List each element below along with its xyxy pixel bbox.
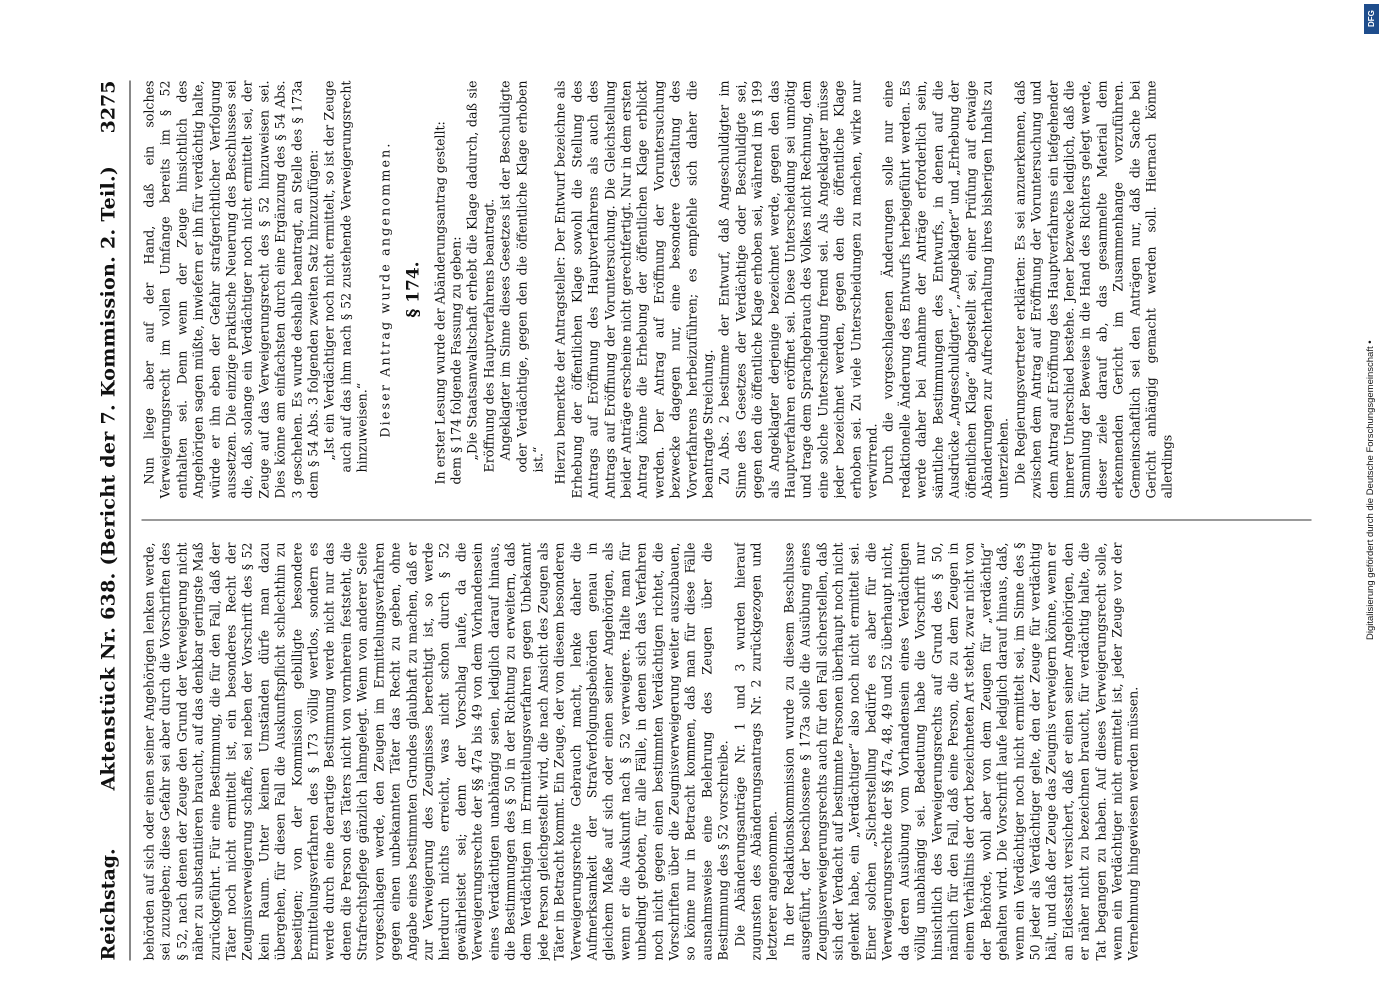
header-left: Reichstag. xyxy=(97,848,120,961)
header-title: Aktenstück Nr. 638. (Bericht der 7. Kommission. 2. Teil.) xyxy=(97,165,120,791)
paragraph: dem § 174 folgende Fassung zu geben: xyxy=(448,236,464,485)
paragraph: Durch die vorgeschlagenen Änderungen solle nur eine redaktionelle Änderung des Entwurfs herbeigeführt werden. Es werde daher bei Annahme der Anträge erforderlich sein, sämtliche Bestimmungen des Entwurfs, in denen auf die Ausdrücke „Angeschuldigter“, „Angeklagter“ und „Erhebung der öffentlichen Klage“ abgestellt sei, einer Prüfung auf etwaige Abänderungen zur Aufrechterhaltung ihres bisherigen Inhalts zu unterziehen. xyxy=(880,80,1011,499)
paragraph: In erster Lesung wurde der Abänderungsantrag gestellt: xyxy=(432,121,447,485)
quoted-text: „Die Staatsanwaltschaft erhebt die Klage dadurch, daß sie Eröffnung des Hauptverfahrens beantragt. xyxy=(464,80,497,473)
right-column xyxy=(142,81,1322,499)
paragraph: In der Redaktionskommission wurde zu diesem Beschlusse ausgeführt, der beschlossene § 173a solle die Ausübung eines Zeugnisverweigerungsrechts auch für den Fall sicherstellen, daß sich der Verdacht auf bestimmte Personen überhaupt noch nicht gelenkt habe, ein „Verdächtiger“ also noch nicht ermittelt sei. Einer solchen „Sicherstellung bedürfe es aber für die Verweigerungsrechte der §§ 47a, 48, 49 und 52 überhaupt nicht, da deren Ausübung vom Vorhandensein eines Verdächtigen völlig unabhängig sei. Bedeutung habe die Vorschrift nur hinsichtlich des Verweigerungsrechts auf Grund des § 50, nämlich für den Fall, daß eine Person, die zu dem Zeugen in einem Verhältnis der dort bezeichneten Art steht, zwar nicht von der Behörde, wohl aber von dem Zeugen für „verdächtig“ gehalten wird. Die Vorschrift laufe lediglich darauf hinaus, daß, wenn ein Verdächtiger noch nicht ermittelt sei, im Sinne des § 50 jeder als Verdächtiger gelte, den der Zeuge für verdächtig hält, und daß der Zeuge das Zeugnis verweigern könne, wenn er an Eidesstatt versichert, daß er einen seiner Angehörigen, den er näher nicht zu bezeichnen braucht, für verdächtig halte, die Tat begangen zu haben. Auf dieses Verweigerungsrecht solle, wenn ein Verdächtiger nicht ermittelt ist, jeder Zeuge vor der Vernehmung hingewiesen werden müssen. xyxy=(781,542,1141,961)
section-heading: § 174. xyxy=(403,261,424,318)
quoted-text: „Ist ein Verdächtiger noch nicht ermittelt, so ist der Zeuge auch auf das ihm nach § 52 zustehende Verweigerungsrecht hinzuweisen.“ xyxy=(321,80,370,473)
digitization-note-strip xyxy=(1359,0,1383,1000)
page-content xyxy=(90,81,1330,961)
paragraph: Zu Abs. 2 bestimme der Entwurf, daß Angeschuldigter im Sinne des Gesetzes der Verdächtige oder Beschuldigte sei, gegen den die öffentliche Klage erhoben sei, während im § 199 als Angeklagter derjenige bezeichnet werde, gegen den das Hauptverfahren eröffnet sei. Diese Unterscheidung sei unnötig und trage dem Sprachgebrauch des Volkes nicht Rechnung, dem eine solche Unterscheidung fremd sei. Als Angeklagter müsse jeder bezeichnet werden, gegen den die öffentliche Klage erhoben sei. Zu viele Unterscheidungen zu machen, wirke nur verwirrend. xyxy=(716,80,880,499)
left-column xyxy=(142,543,1322,961)
quoted-text: Angeklagter im Sinne dieses Gesetzes ist der Beschuldigte oder Verdächtige, gegen den die öffentliche Klage erhoben ist.“ xyxy=(497,80,546,473)
paragraph: behörden auf sich oder einen seiner Angehörigen lenken werde, sei zuzugeben; diese Gefahr sei aber durch die Vorschriften des § 52, nach denen der Zeuge den Grund der Verweigerung nicht näher zu substantiieren braucht, auf das denkbar geringste Maß zurückgeführt. Für eine Bestimmung, die für den Fall, daß der Täter noch nicht ermittelt ist, ein besonderes Recht der Zeugnisverweigerung schaffe, sei neben der Vorschrift des § 52 kein Raum. Unter keinen Umständen dürfe man dazu übergehen, für diesen Fall die Auskunftspflicht schlechthin zu beseitigen; von der Kommission gebilligte besondere Ermittelungsverfahren des § 173 völlig wertlos, sondern es werde durch eine derartige Bestimmung werde nicht nur das denen die Person des Täters nicht von vornherein feststeht, die Strafrechtspflege gänzlich lahmgelegt. Wenn von anderer Seite vorgeschlagen werde, den Zeugen im Ermittelungsverfahren gegen einen unbekannten Täter das Recht zu geben, ohne Angabe eines bestimmten Grundes glaubhaft zu machen, daß er zur Verweigerung des Zeugnisses berechtigt ist, so werde hierdurch nichts erreicht, was nicht schon durch § 52 gewährleistet sei; denn der Vorschlag laufe, da die Verweigerungsrechte der §§ 47a bis 49 von dem Vorhandensein eines Verdächtigen unabhängig seien, lediglich darauf hinaus, die Bestimmungen des § 50 in der Richtung zu erweitern, daß dem Verdächtigen im Ermittelungsverfahren gegen Unbekannt jede Person gleichgestellt wird, die nach Ansicht des Zeugen als Täter in Betracht kommt. Ein Zeuge, der von diesem besonderen Verweigerungsrechte Gebrauch macht, lenke daher die Aufmerksamkeit der Strafverfolgungsbehörden genau in gleichem Maße auf sich oder einen seiner Angehörigen, als wenn er die Auskunft nach § 52 verweigere. Halte man für unbedingt geboten, für alle Fälle, in denen sich das Verfahren noch nicht gegen einen bestimmten Verdächtigen richtet, die Vorschriften über die Zeugnisverweigerung weiter auszubauen, so könne nur in Betracht kommen, daß man für diese Fälle ausnahmsweise eine Belehrung des Zeugen über die Bestimmung des § 52 vorschreibe. xyxy=(141,542,731,961)
rotated-document-page xyxy=(0,1,1383,1001)
dfg-logo: DFG xyxy=(1364,4,1379,34)
paragraph: Hierzu bemerkte der Antragsteller: Der Entwurf bezeichne als Erhebung der öffentlichen Klage sowohl die Stellung des Antrags auf Eröffnung des Hauptverfahrens als auch des Antrags auf Eröffnung der Voruntersuchung. Die Gleichstellung beider Anträge erscheine nicht gerechtfertigt. Nur in dem ersten Antrag könne die Erhebung der öffentlichen Klage erblickt werden. Der Antrag auf Eröffnung der Voruntersuchung bezwecke dagegen nur, eine besondere Gestaltung des Vorverfahrens herbeizuführen; es empfehle sich daher die beantragte Streichung. xyxy=(552,80,716,499)
paragraph: Die Regierungsvertreter erklärten: Es sei anzuerkennen, daß zwischen dem Antrag auf Eröffnung der Voruntersuchung und dem Antrag auf Eröffnung des Hauptverfahrens ein tiefgehender innerer Unterschied bestehe. Jener bezwecke lediglich, daß die Sammlung der Beweise in die Hand des Richters gelegt werde, dieser ziele darauf ab, das gesammelte Material dem erkennenden Gericht im Zusammenhange vorzuführen. Gemeinschaftlich sei den Anträgen nur, daß die Sache bei Gericht anhängig gemacht werden soll. Hiernach könne allerdings xyxy=(1012,80,1175,499)
resolution-text: Dieser Antrag wurde angenommen. xyxy=(377,141,393,438)
page-number: 3275 xyxy=(97,80,120,134)
digitization-note: Digitalisierung gefördert durch die Deutsche Forschungsgemeinschaft • xyxy=(1365,340,1376,640)
paragraph: Die Abänderungsanträge Nr. 1 und 3 wurden hierauf zugunsten des Abänderungsantrags Nr. 2 zurückgezogen und letzterer angenommen. xyxy=(732,542,780,961)
paragraph: Nun liege aber auf der Hand, daß ein solches Verweigerungsrecht im vollen Umfange bereits im § 52 enthalten sei. Denn wenn der Zeuge hinsichtlich des Angehörigen sagen müßte, inwiefern er ihn für verdächtig halte, würde er ihn eben der Gefahr strafgerichtlicher Verfolgung aussetzen. Die einzige praktische Neuerung des Beschlusses sei die, daß, solange ein Verdächtiger noch nicht ermittelt sei, der Zeuge auf das Verweigerungsrecht des § 52 hinzuweisen sei. Dies könne am einfachsten durch eine Ergänzung des § 54 Abs. 3 geschehen. Es wurde deshalb beantragt, an Stelle des § 173a dem § 54 Abs. 3 folgenden zweiten Satz hinzuzufügen: xyxy=(141,80,321,499)
column-divider xyxy=(142,520,1312,521)
page-header xyxy=(90,81,131,961)
